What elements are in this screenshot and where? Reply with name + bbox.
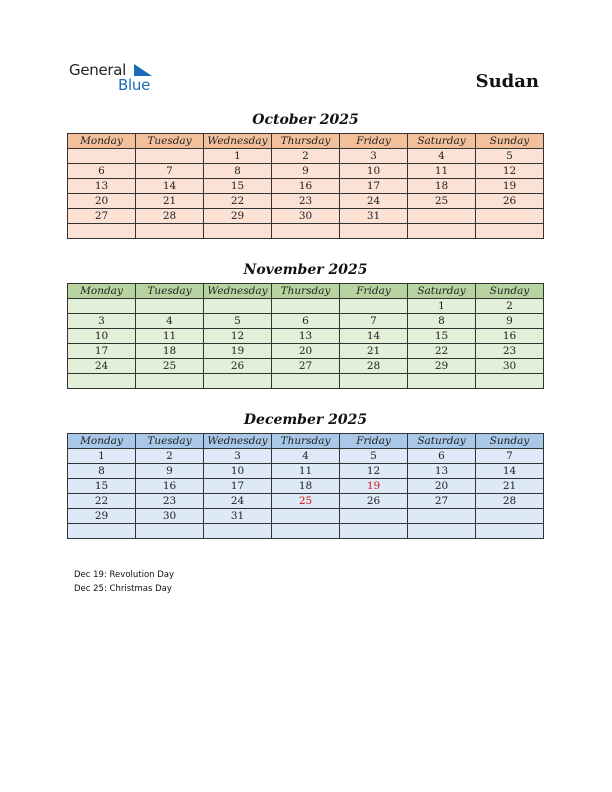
day-cell: 22 — [68, 494, 136, 509]
week-row — [68, 299, 544, 314]
empty-day-cell — [408, 524, 476, 539]
holiday-day-cell: 25 — [272, 494, 340, 509]
brand-logo — [69, 61, 169, 97]
holiday-notes — [74, 568, 174, 596]
weekday-header: Tuesday — [136, 284, 204, 299]
week-row — [68, 509, 544, 524]
day-cell: 1 — [408, 299, 476, 314]
holiday-note: Dec 19: Revolution Day — [74, 570, 175, 580]
day-cell: 13 — [408, 464, 476, 479]
empty-day-cell — [340, 299, 408, 314]
day-cell: 16 — [272, 179, 340, 194]
calendar-body-november — [68, 299, 544, 389]
empty-day-cell — [476, 224, 544, 239]
day-cell: 30 — [476, 359, 544, 374]
day-cell: 18 — [408, 179, 476, 194]
day-cell: 16 — [136, 479, 204, 494]
day-cell: 4 — [408, 149, 476, 164]
month-title-october: October 2025 — [252, 112, 359, 128]
weekday-header: Saturday — [408, 284, 476, 299]
week-row — [68, 494, 544, 509]
weekday-header: Thursday — [272, 284, 340, 299]
day-cell: 14 — [136, 179, 204, 194]
day-cell: 21 — [136, 194, 204, 209]
day-cell: 18 — [272, 479, 340, 494]
day-cell: 9 — [136, 464, 204, 479]
empty-day-cell — [408, 224, 476, 239]
weekday-header: Thursday — [272, 434, 340, 449]
empty-day-cell — [68, 149, 136, 164]
weekday-header: Tuesday — [136, 134, 204, 149]
week-row — [68, 449, 544, 464]
week-row — [68, 359, 544, 374]
day-cell: 28 — [136, 209, 204, 224]
empty-day-cell — [408, 209, 476, 224]
day-cell: 7 — [476, 449, 544, 464]
empty-day-cell — [476, 509, 544, 524]
empty-day-cell — [408, 509, 476, 524]
day-cell: 12 — [340, 464, 408, 479]
day-cell: 26 — [476, 194, 544, 209]
day-cell: 23 — [476, 344, 544, 359]
day-cell: 27 — [68, 209, 136, 224]
week-row — [68, 224, 544, 239]
weekday-header: Wednesday — [204, 134, 272, 149]
day-cell: 19 — [204, 344, 272, 359]
day-cell: 31 — [340, 209, 408, 224]
empty-day-cell — [272, 524, 340, 539]
calendar-november — [67, 283, 544, 389]
day-cell: 18 — [136, 344, 204, 359]
weekday-header: Friday — [340, 434, 408, 449]
weekday-header: Monday — [68, 434, 136, 449]
day-cell: 16 — [476, 329, 544, 344]
empty-day-cell — [476, 209, 544, 224]
day-cell: 28 — [340, 359, 408, 374]
empty-day-cell — [408, 374, 476, 389]
weekday-header: Saturday — [408, 434, 476, 449]
calendar-body-december — [68, 449, 544, 539]
calendar-body-october — [68, 149, 544, 239]
empty-day-cell — [136, 299, 204, 314]
day-cell: 21 — [340, 344, 408, 359]
day-cell: 5 — [340, 449, 408, 464]
empty-day-cell — [136, 524, 204, 539]
empty-day-cell — [476, 374, 544, 389]
weekday-header: Friday — [340, 284, 408, 299]
day-cell: 3 — [204, 449, 272, 464]
day-cell: 3 — [340, 149, 408, 164]
week-row — [68, 374, 544, 389]
empty-day-cell — [68, 374, 136, 389]
empty-day-cell — [340, 509, 408, 524]
empty-day-cell — [136, 224, 204, 239]
week-row — [68, 464, 544, 479]
empty-day-cell — [272, 374, 340, 389]
week-row — [68, 479, 544, 494]
day-cell: 24 — [204, 494, 272, 509]
day-cell: 24 — [340, 194, 408, 209]
day-cell: 6 — [272, 314, 340, 329]
day-cell: 28 — [476, 494, 544, 509]
weekday-header: Sunday — [476, 284, 544, 299]
month-title-december: December 2025 — [243, 412, 368, 428]
day-cell: 5 — [204, 314, 272, 329]
day-cell: 22 — [408, 344, 476, 359]
day-cell: 29 — [204, 209, 272, 224]
brand-name-general: General — [69, 61, 127, 79]
day-cell: 11 — [272, 464, 340, 479]
day-cell: 30 — [272, 209, 340, 224]
empty-day-cell — [136, 374, 204, 389]
day-cell: 7 — [136, 164, 204, 179]
day-cell: 8 — [204, 164, 272, 179]
week-row — [68, 149, 544, 164]
week-row — [68, 209, 544, 224]
day-cell: 8 — [68, 464, 136, 479]
day-cell: 26 — [204, 359, 272, 374]
empty-day-cell — [340, 374, 408, 389]
day-cell: 20 — [272, 344, 340, 359]
empty-day-cell — [204, 374, 272, 389]
weekday-header: Wednesday — [204, 434, 272, 449]
week-row — [68, 329, 544, 344]
day-cell: 27 — [408, 494, 476, 509]
day-cell: 10 — [68, 329, 136, 344]
day-cell: 2 — [272, 149, 340, 164]
day-cell: 6 — [408, 449, 476, 464]
calendar-october — [67, 133, 544, 239]
day-cell: 15 — [408, 329, 476, 344]
empty-day-cell — [68, 524, 136, 539]
empty-day-cell — [136, 149, 204, 164]
empty-day-cell — [68, 224, 136, 239]
day-cell: 30 — [136, 509, 204, 524]
weekday-header: Monday — [68, 134, 136, 149]
day-cell: 1 — [204, 149, 272, 164]
weekday-header: Saturday — [408, 134, 476, 149]
calendar-december — [67, 433, 544, 539]
empty-day-cell — [204, 524, 272, 539]
day-cell: 17 — [340, 179, 408, 194]
day-cell: 20 — [408, 479, 476, 494]
day-cell: 1 — [68, 449, 136, 464]
empty-day-cell — [340, 224, 408, 239]
day-cell: 15 — [204, 179, 272, 194]
day-cell: 12 — [204, 329, 272, 344]
day-cell: 25 — [136, 359, 204, 374]
week-row — [68, 164, 544, 179]
day-cell: 4 — [136, 314, 204, 329]
day-cell: 17 — [68, 344, 136, 359]
day-cell: 8 — [408, 314, 476, 329]
day-cell: 15 — [68, 479, 136, 494]
day-cell: 20 — [68, 194, 136, 209]
weekday-header-row — [68, 284, 544, 299]
day-cell: 4 — [272, 449, 340, 464]
day-cell: 14 — [340, 329, 408, 344]
day-cell: 31 — [204, 509, 272, 524]
day-cell: 11 — [408, 164, 476, 179]
day-cell: 10 — [340, 164, 408, 179]
day-cell: 7 — [340, 314, 408, 329]
day-cell: 23 — [272, 194, 340, 209]
day-cell: 3 — [68, 314, 136, 329]
month-title-november: November 2025 — [243, 262, 368, 278]
day-cell: 2 — [476, 299, 544, 314]
weekday-header: Tuesday — [136, 434, 204, 449]
day-cell: 6 — [68, 164, 136, 179]
day-cell: 17 — [204, 479, 272, 494]
day-cell: 2 — [136, 449, 204, 464]
day-cell: 27 — [272, 359, 340, 374]
empty-day-cell — [272, 299, 340, 314]
empty-day-cell — [204, 224, 272, 239]
day-cell: 10 — [204, 464, 272, 479]
holiday-day-cell: 19 — [340, 479, 408, 494]
day-cell: 13 — [272, 329, 340, 344]
week-row — [68, 314, 544, 329]
day-cell: 24 — [68, 359, 136, 374]
empty-day-cell — [340, 524, 408, 539]
weekday-header: Wednesday — [204, 284, 272, 299]
day-cell: 19 — [476, 179, 544, 194]
day-cell: 14 — [476, 464, 544, 479]
day-cell: 9 — [272, 164, 340, 179]
weekday-header-row — [68, 134, 544, 149]
day-cell: 26 — [340, 494, 408, 509]
empty-day-cell — [68, 299, 136, 314]
day-cell: 29 — [408, 359, 476, 374]
day-cell: 22 — [204, 194, 272, 209]
weekday-header: Sunday — [476, 134, 544, 149]
empty-day-cell — [272, 509, 340, 524]
day-cell: 21 — [476, 479, 544, 494]
empty-day-cell — [272, 224, 340, 239]
day-cell: 9 — [476, 314, 544, 329]
empty-day-cell — [476, 524, 544, 539]
holiday-note: Dec 25: Christmas Day — [74, 584, 172, 594]
weekday-header: Monday — [68, 284, 136, 299]
day-cell: 29 — [68, 509, 136, 524]
day-cell: 13 — [68, 179, 136, 194]
week-row — [68, 179, 544, 194]
empty-day-cell — [204, 299, 272, 314]
brand-triangle-icon — [132, 63, 154, 77]
week-row — [68, 344, 544, 359]
day-cell: 25 — [408, 194, 476, 209]
brand-name-blue: Blue — [118, 76, 150, 94]
weekday-header: Friday — [340, 134, 408, 149]
weekday-header-row — [68, 434, 544, 449]
week-row — [68, 194, 544, 209]
day-cell: 12 — [476, 164, 544, 179]
day-cell: 11 — [136, 329, 204, 344]
weekday-header: Thursday — [272, 134, 340, 149]
week-row — [68, 524, 544, 539]
weekday-header: Sunday — [476, 434, 544, 449]
day-cell: 23 — [136, 494, 204, 509]
day-cell: 5 — [476, 149, 544, 164]
country-name: Sudan — [475, 71, 539, 92]
